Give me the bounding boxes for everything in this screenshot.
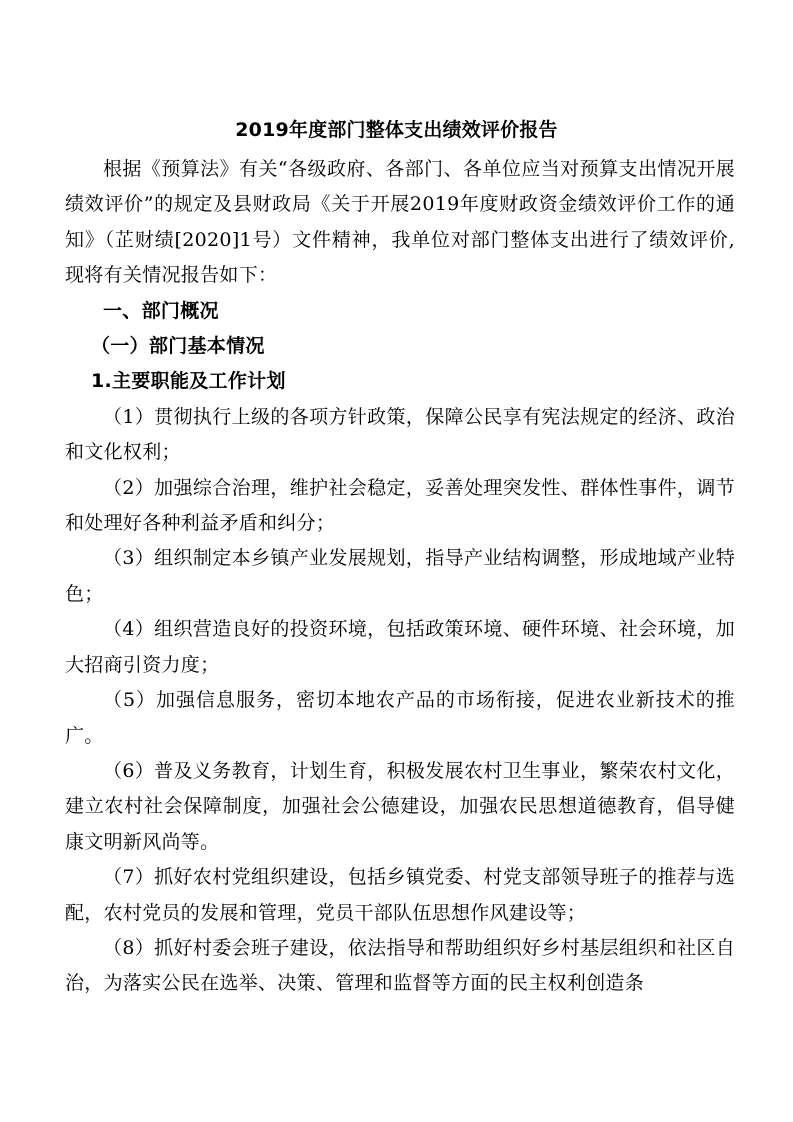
list-item: （3）组织制定本乡镇产业发展规划，指导产业结构调整，形成地域产业特色； [65, 547, 735, 605]
list-item: （4）组织营造良好的投资环境，包括政策环境、硬件环境、社会环境，加大招商引资力度； [65, 618, 735, 676]
list-item: （5）加强信息服务，密切本地农产品的市场衔接，促进农业新技术的推广。 [65, 689, 735, 747]
section-heading-1: 一、部门概况 [103, 299, 219, 322]
item-heading: 1.主要职能及工作计划 [91, 370, 286, 393]
list-item: （1）贯彻执行上级的各项方针政策，保障公民享有宪法规定的经济、政治和文化权利； [65, 405, 735, 464]
list-item: （6）普及义务教育，计划生育，积极发展农村卫生事业，繁荣农村文化，建立农村社会保障制度，加强社会公德建设，加强农民思想道德教育，倡导健康文明新风尚等。 [65, 759, 735, 853]
list-item: （8）抓好村委会班子建设，依法指导和帮助组织好乡村基层组织和社区自治，为落实公民在选举、决策、管理和监督等方面的民主权利创造条 [65, 936, 735, 995]
list-item: （7）抓好农村党组织建设，包括乡镇党委、村党支部领导班子的推荐与选配，农村党员的发展和管理，党员干部队伍思想作风建设等； [65, 866, 735, 924]
subsection-heading-1: （一）部门基本情况 [91, 335, 265, 358]
document-body [65, 152, 735, 1002]
intro-paragraph: 根据《预算法》有关“各级政府、各部门、各单位应当对预算支出情况开展绩效评价”的规定及县财政局《关于开展2019年度财政资金绩效评价工作的通知》（芷财绩[2020]1号）文件精神，我单位对部门整体支出进行了绩效评价,现将有关情况报告如下： [65, 158, 735, 287]
document-title: 2019年度部门整体支出绩效评价报告 [235, 119, 558, 141]
list-item: （2）加强综合治理，维护社会稳定，妥善处理突发性、群体性事件，调节和处理好各种利益矛盾和纠分； [65, 476, 735, 535]
